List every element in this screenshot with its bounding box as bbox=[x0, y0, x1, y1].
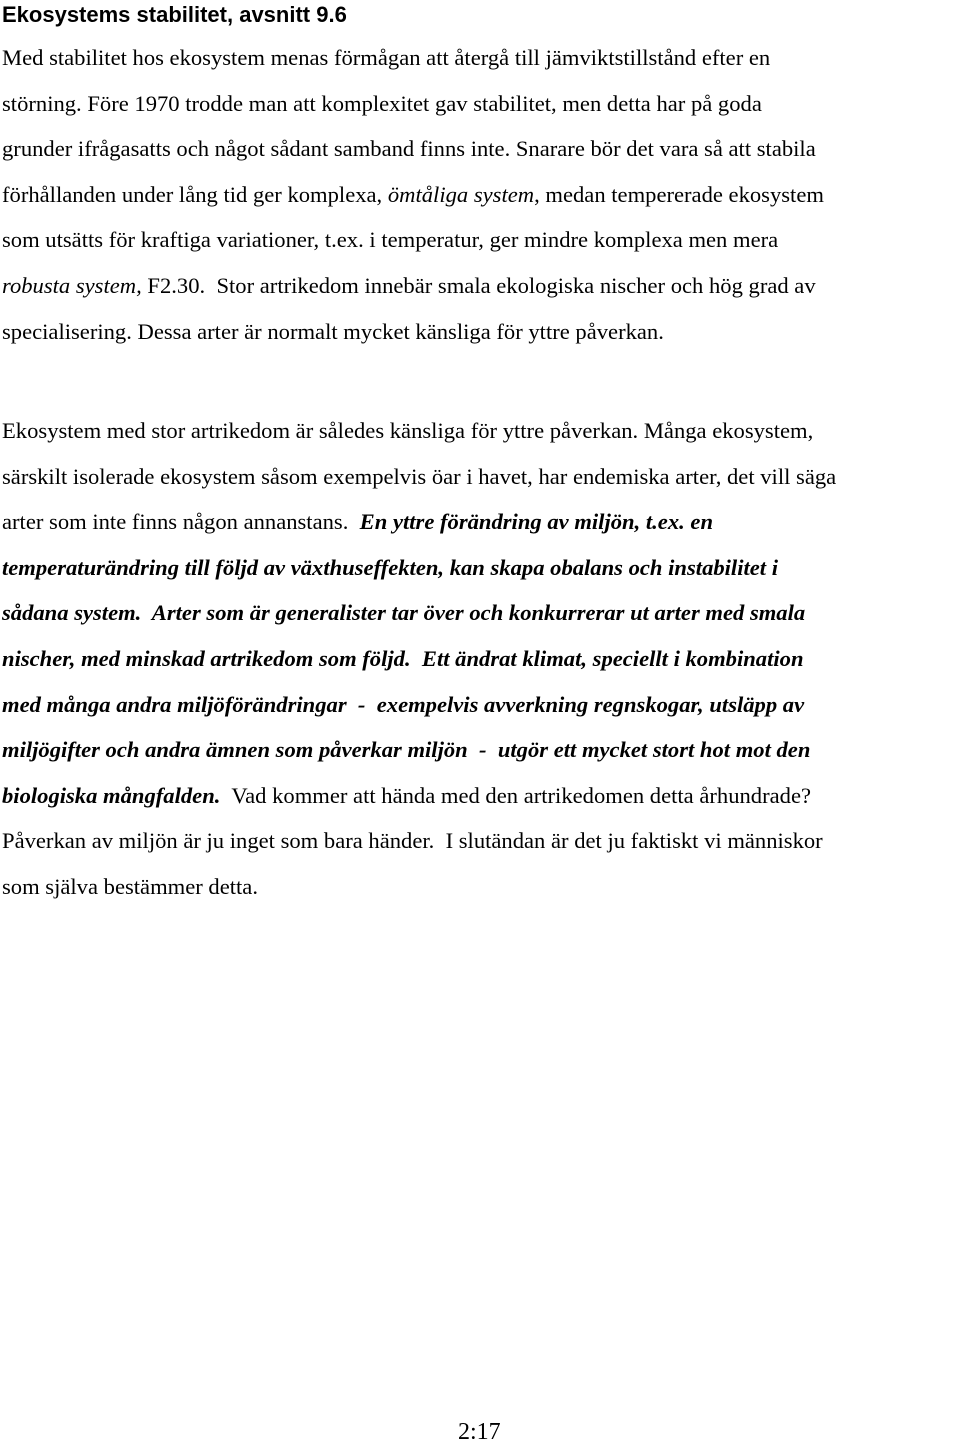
text-line: särskilt isolerade ekosystem såsom exempelvis öar i havet, har endemiska arter, det vill säga bbox=[2, 463, 837, 489]
text-span: Vad kommer att hända med den artrikedomen detta århundrade? bbox=[220, 782, 811, 808]
text-span: , medan tempererade ekosystem bbox=[534, 181, 824, 207]
text-span: grunder ifrågasatts och något sådant samband finns inte. bbox=[2, 136, 511, 162]
text-line bbox=[2, 590, 960, 636]
emphasis-text: En yttre förändring av miljön, t.ex. en bbox=[359, 509, 714, 535]
text-line bbox=[2, 126, 960, 172]
italic-term-fragile-systems: ömtåliga system bbox=[387, 181, 535, 207]
emphasis-text: med många andra miljöförändringar - exempelvis avverkning regnskogar, utsläpp av bbox=[2, 691, 805, 717]
text-line: Påverkan av miljön är ju inget som bara händer. I slutändan är det ju faktiskt vi människor bbox=[2, 828, 823, 854]
italic-term-robust-systems: robusta system, bbox=[2, 272, 142, 298]
text-line: Ekosystem med stor artrikedom är således känsliga för yttre påverkan. Många ekosystem, bbox=[2, 418, 814, 443]
emphasis-text: nischer, med minskad artrikedom som följd. Ett ändrat klimat, speciellt i kombination bbox=[2, 645, 804, 671]
text-line bbox=[2, 773, 960, 819]
text-line bbox=[2, 545, 960, 591]
section-title: Ekosystems stabilitet, avsnitt 9.6 bbox=[2, 2, 347, 27]
emphasis-text: temperaturändring till följd av växthuseffekten, kan skapa obalans och instabilitet i bbox=[2, 554, 778, 580]
text-line: specialisering. Dessa arter är normalt mycket känsliga för yttre påverkan. bbox=[2, 318, 664, 344]
text-line: störning. Före 1970 trodde man att komplexitet gav stabilitet, men detta har på goda bbox=[2, 90, 762, 116]
text-line bbox=[2, 727, 960, 773]
text-span: förhållanden under lång tid ger komplexa, bbox=[2, 181, 388, 207]
emphasis-text: sådana system. Arter som är generalister tar över och konkurrerar ut arter med smala bbox=[2, 600, 806, 626]
paragraph-species-richness bbox=[2, 408, 960, 910]
emphasis-text: biologiska mångfalden. bbox=[2, 782, 221, 808]
text-line: som utsätts för kraftiga variationer, t.ex. i temperatur, ger mindre komplexa men mera bbox=[2, 227, 779, 253]
text-span: arter som inte finns någon annanstans. bbox=[2, 509, 360, 535]
page-number: 2:17 bbox=[458, 1419, 501, 1445]
text-line bbox=[2, 682, 960, 728]
emphasis-text: miljögifter och andra ämnen som påverkar miljön - utgör ett mycket stort hot mot den bbox=[2, 737, 811, 763]
text-line: som själva bestämmer detta. bbox=[2, 873, 258, 899]
text-line bbox=[2, 172, 960, 218]
text-span: Snarare bör det vara så att stabila bbox=[510, 136, 816, 162]
text-span: F2.30. Stor artrikedom innebär smala ekologiska nischer och hög grad av bbox=[141, 272, 816, 298]
text-line bbox=[2, 263, 960, 309]
text-line bbox=[2, 636, 960, 682]
text-line: Med stabilitet hos ekosystem menas förmågan att återgå till jämviktstillstånd efter en bbox=[2, 45, 771, 70]
text-line bbox=[2, 499, 960, 545]
paragraph-stability-definition bbox=[2, 35, 960, 354]
